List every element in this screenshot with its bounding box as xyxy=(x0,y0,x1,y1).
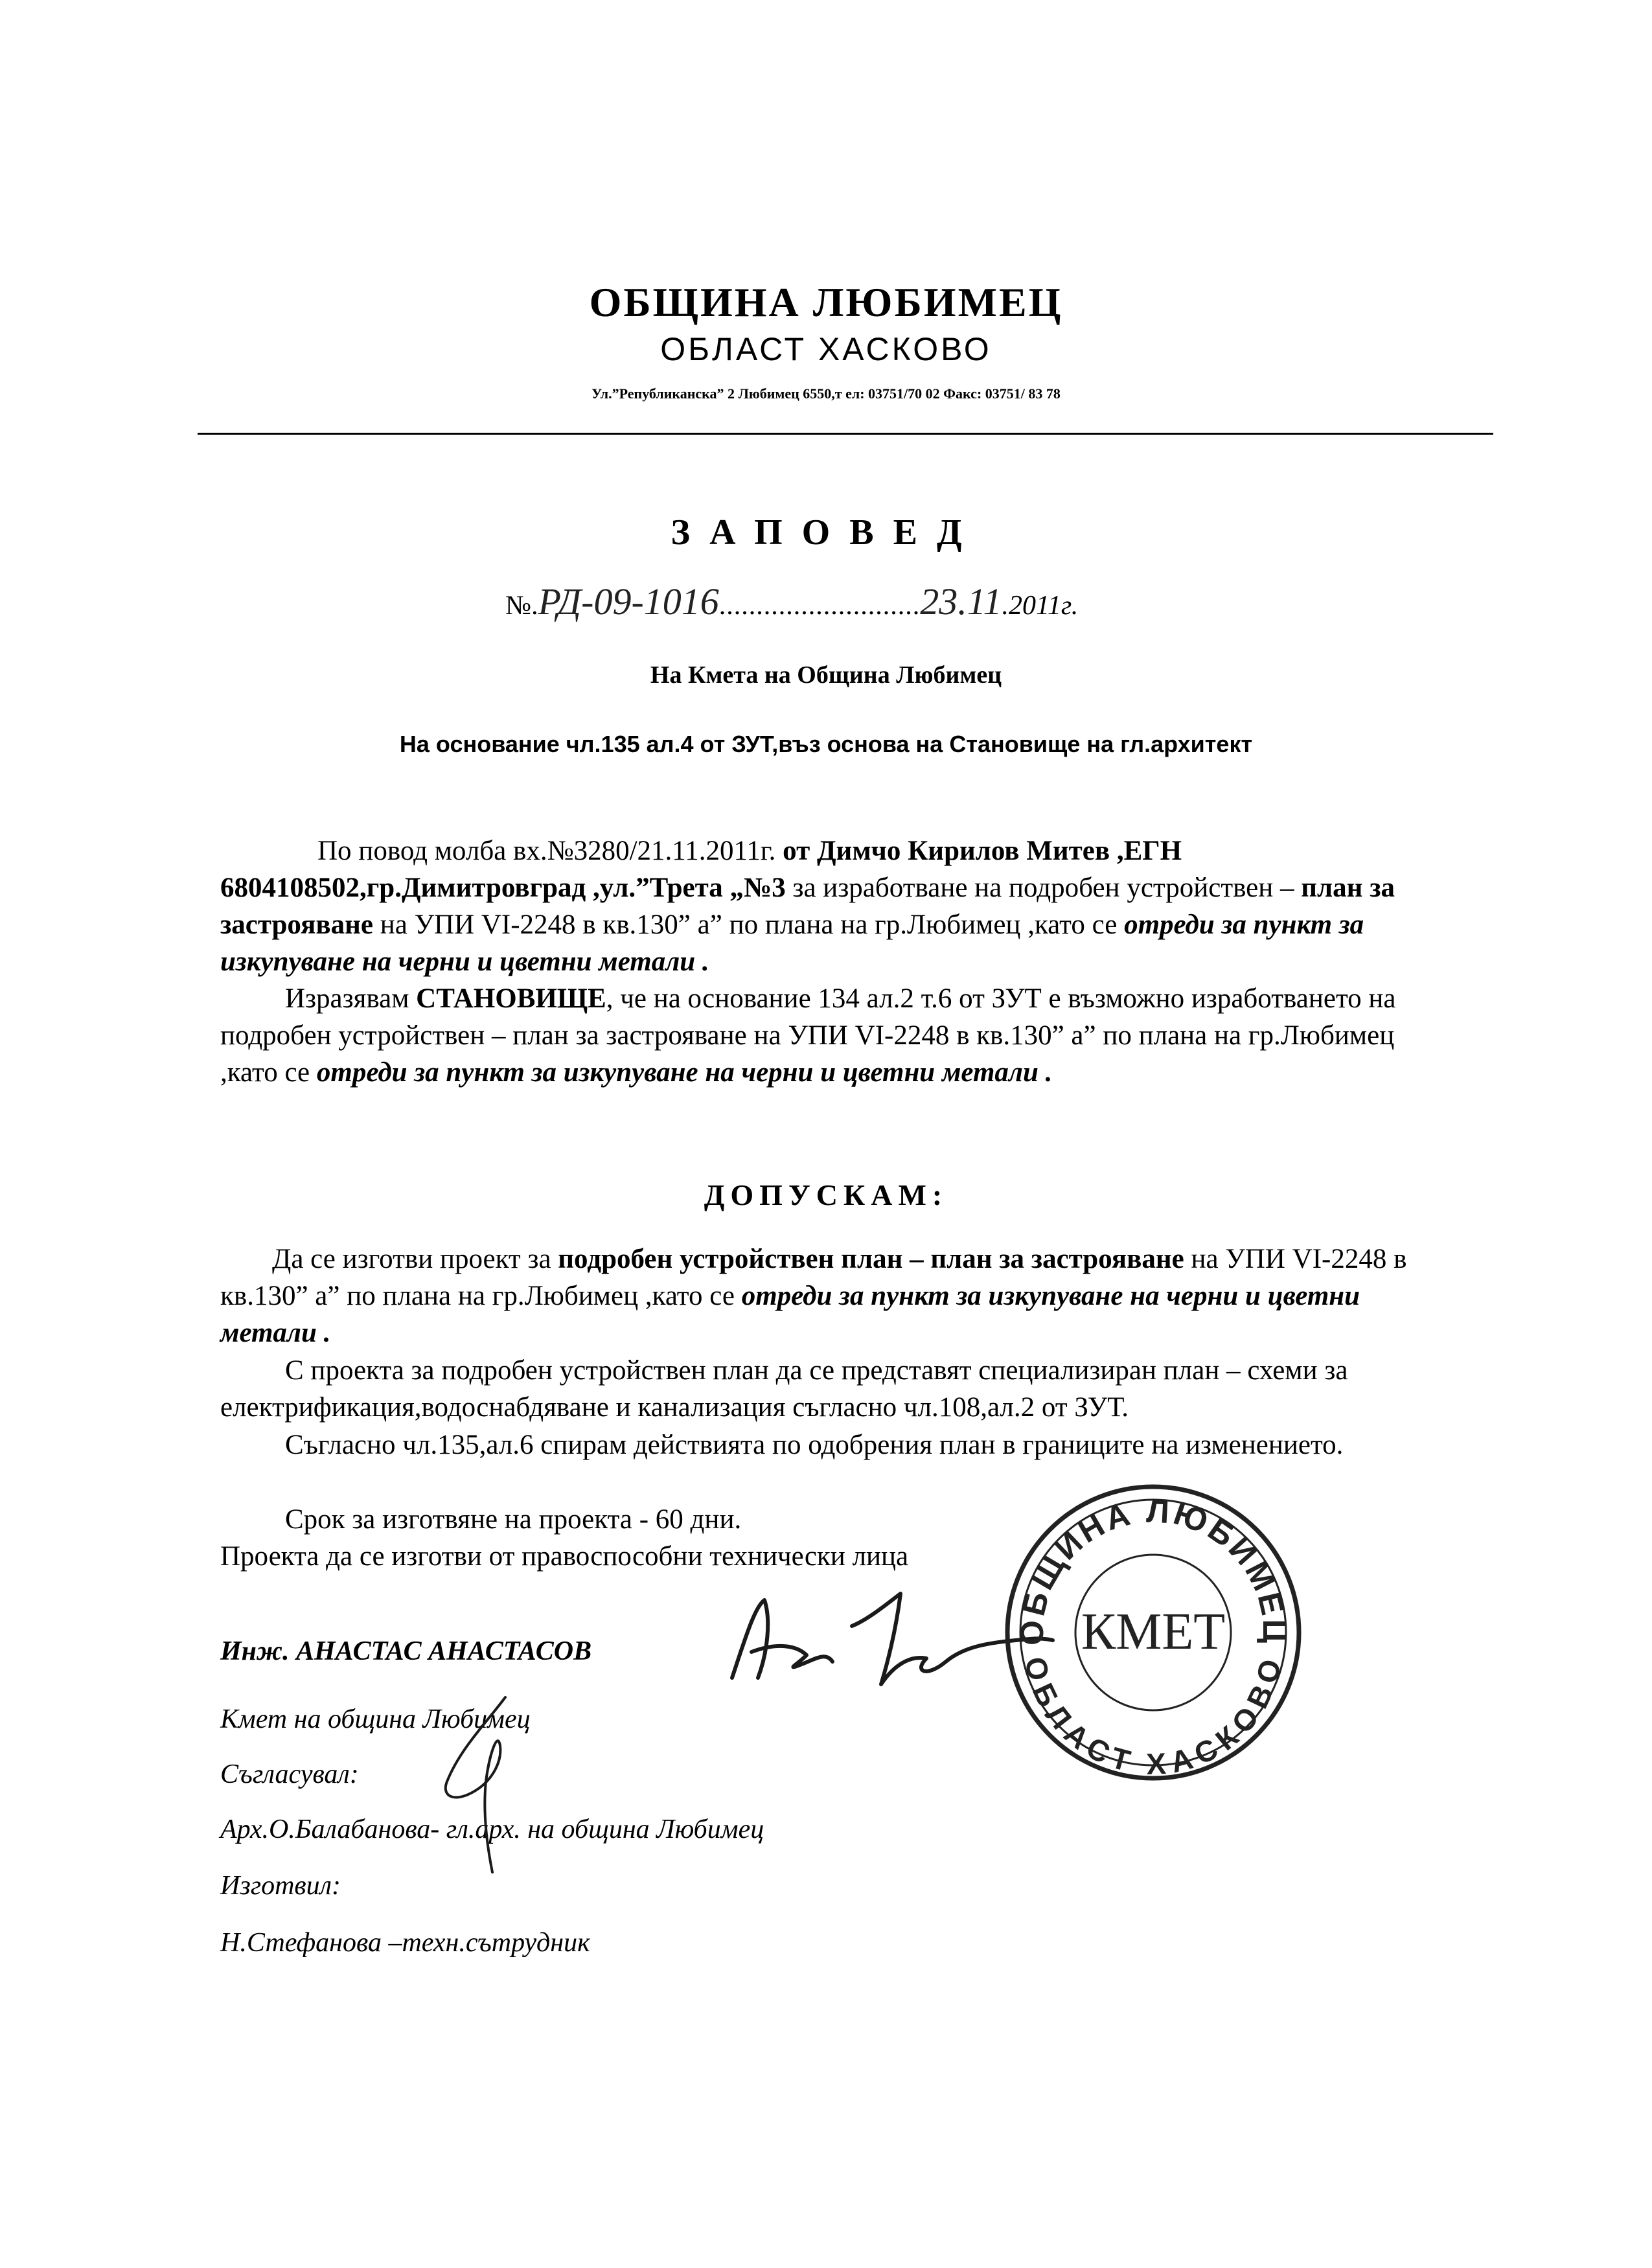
opinion-paragraph xyxy=(220,980,1451,1091)
stamp-bottom-text: ОБЛАСТ ХАСКОВО xyxy=(1018,1654,1289,1781)
p1-text2: за изработване на подробен устройствен – xyxy=(785,873,1302,903)
p3-text: Да се изготви проект за xyxy=(272,1244,558,1274)
signer-title: Кмет на община Любимец xyxy=(220,1704,531,1734)
number-prefix: №. xyxy=(505,591,538,621)
order-number-handwritten: РД-09-1016 xyxy=(538,580,719,623)
document-title: ЗАПОВЕД xyxy=(671,512,981,553)
organization-name: ОБЩИНА ЛЮБИМЕЦ xyxy=(589,279,1063,325)
organization-address: Ул.”Републиканска” 2 Любимец 6550,т ел: 03751/70 02 Факс: 03751/ 83 78 xyxy=(591,385,1061,402)
prepared-person: Н.Стефанова –техн.сътрудник xyxy=(220,1928,590,1958)
number-dots: ........................... xyxy=(718,591,921,621)
p1-text: По повод молба вх.№3280/21.11.2011г. xyxy=(317,836,783,866)
stamp-center-text: КМЕТ xyxy=(1081,1603,1226,1660)
agreed-person: Арх.О.Балабанова- гл.арх. на община Любимец xyxy=(220,1815,764,1844)
p2-text: Изразявам xyxy=(285,983,417,1014)
order-year: .2011г. xyxy=(1002,591,1079,621)
architect-signature xyxy=(428,1684,538,1879)
official-stamp xyxy=(998,1471,1309,1781)
p3-plan-type: подробен устройствен план – план за застрояване xyxy=(558,1244,1184,1274)
issuer-line: На Кмета на Община Любимец xyxy=(650,661,1002,689)
signer-name: Инж. АНАСТАС АНАСТАСОВ xyxy=(220,1636,592,1666)
p1-plan-type: план за застрояване xyxy=(220,873,1395,940)
schemes-paragraph: С проекта за подробен устройствен план да се представят специализиран план – схеми за електрификация,водоснабдяване и канализация съгласно чл.108,ал.2 от ЗУТ. xyxy=(220,1355,1348,1423)
order-date-handwritten: 23.11 xyxy=(920,580,1002,623)
order-number-line xyxy=(505,580,1078,623)
stamp-outer-text: ОБЩИНА ЛЮБИМЕЦ xyxy=(1013,1493,1293,1646)
header-divider xyxy=(198,433,1493,435)
p3-purpose: отреди за пункт за изкупуване на черни и цветни метали . xyxy=(220,1281,1360,1348)
p1-purpose: отреди за пункт за изкупуване на черни и цветни метали . xyxy=(220,910,1364,977)
deadline-paragraph: Срок за изготвяне на проекта - 60 дни. xyxy=(285,1504,742,1535)
p1-applicant: от Димчо Кирилов Митев ,ЕГН 6804108502,гр.Димитровград ,ул.”Трета „№3 xyxy=(220,836,1182,903)
p2-text2: , че на основание 134 ал.2 т.6 от ЗУТ е възможно изработването на подробен устройствен – план за застрояване на УПИ VI-2248 в кв.130” а” по плана на гр.Любимец ,като се xyxy=(220,983,1396,1088)
organization-region: ОБЛАСТ ХАСКОВО xyxy=(660,331,992,367)
prepared-label: Изготвил: xyxy=(220,1871,341,1901)
suspension-paragraph: Съгласно чл.135,ал.6 спирам действията по одобрения план в границите на изменението. xyxy=(285,1430,1344,1460)
permit-heading: ДОПУСКАМ: xyxy=(704,1178,948,1211)
qualified-persons-paragraph: Проекта да се изготви от правоспособни технически лица xyxy=(220,1541,909,1572)
p2-opinion: СТАНОВИЩЕ xyxy=(416,983,606,1014)
p1-text3: на УПИ VI-2248 в кв.130” а” по плана на гр.Любимец ,като се xyxy=(373,910,1125,940)
agreed-label: Съгласувал: xyxy=(220,1759,359,1789)
request-paragraph xyxy=(220,832,1451,980)
permit-paragraph xyxy=(220,1241,1451,1351)
legal-basis-line: На основание чл.135 ал.4 от ЗУТ,въз основа на Становище на гл.архитект xyxy=(399,731,1253,757)
p3-text2: на УПИ VI-2248 в кв.130” а” по плана на гр.Любимец ,като се xyxy=(220,1244,1407,1311)
p2-purpose: отреди за пункт за изкупуване на черни и цветни метали . xyxy=(316,1057,1053,1088)
